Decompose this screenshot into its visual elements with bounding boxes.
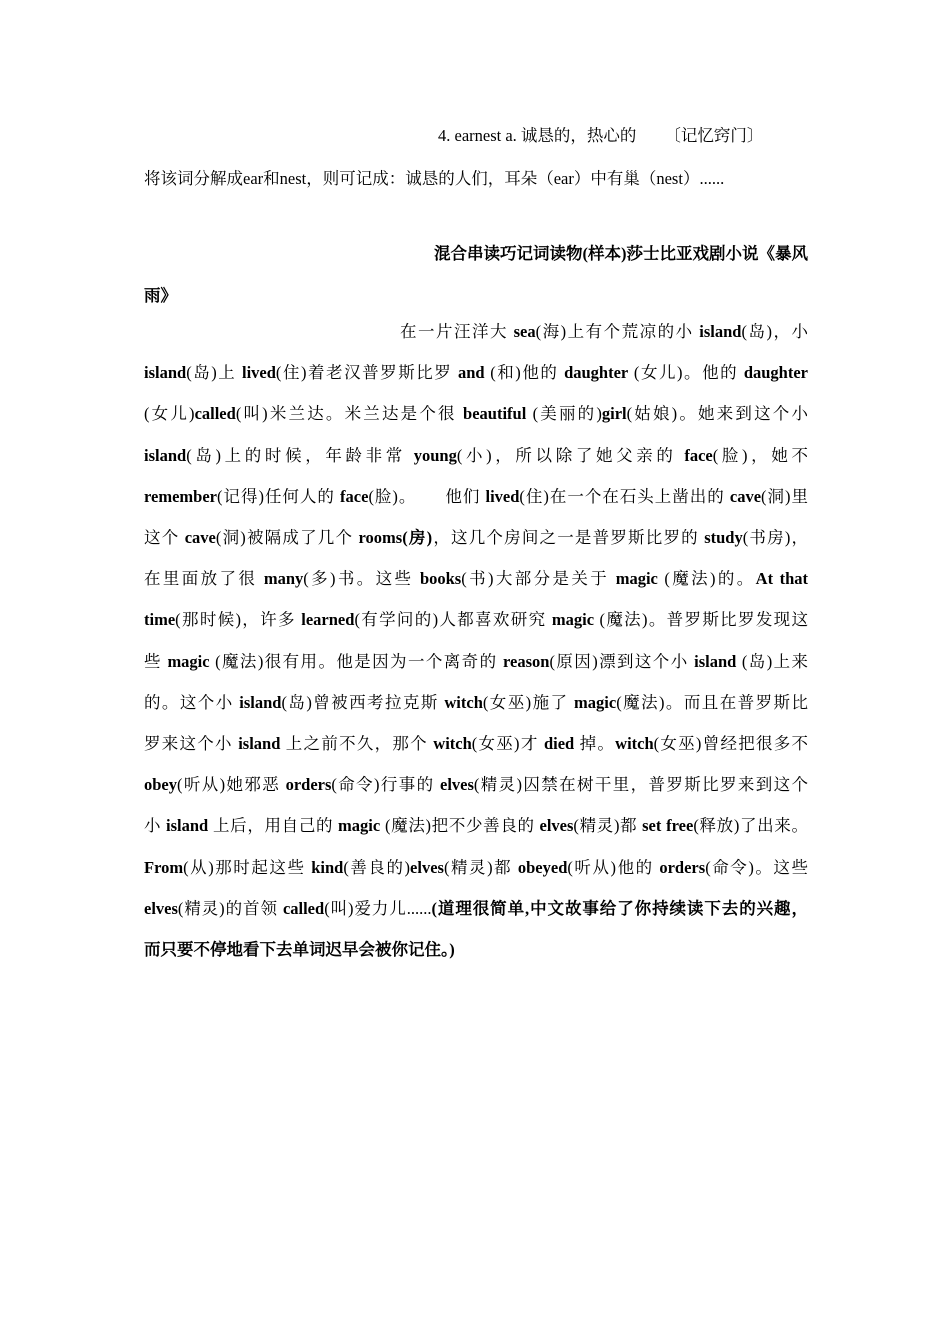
article-line <box>144 773 808 797</box>
article-text: (魔法)。而且在普罗斯比 <box>616 693 808 712</box>
article-text: (从)那时起这些 <box>183 858 312 877</box>
article-title <box>144 242 808 266</box>
article-line <box>144 608 808 632</box>
article-text: (岛)曾被西考拉克斯 <box>281 693 445 712</box>
article-title-part1: 混合串读巧记词读物(样本)莎士比亚戏剧小说《暴风 <box>434 244 808 263</box>
article-text: 上后，用自己的 <box>208 816 339 835</box>
vocab-word: (道理很简单,中文故事给了你持续读下去的兴趣， <box>431 899 808 918</box>
article-text: (那时候)，许多 <box>175 610 302 629</box>
article-text: (洞)被隔成了几个 <box>215 528 359 547</box>
entry-tag: 〔记忆窍门〕 <box>664 126 764 145</box>
article-line <box>144 444 808 468</box>
article-line <box>144 938 808 962</box>
article-text: 在一片汪洋大 <box>400 322 514 341</box>
article-text: (女儿)。他的 <box>628 363 744 382</box>
vocab-word: daughter <box>564 363 629 382</box>
vocab-word: orders <box>285 775 332 794</box>
vocab-word: island <box>144 363 187 382</box>
article-line <box>144 320 808 344</box>
vocab-word: study <box>704 528 743 547</box>
article-text: 些 <box>144 652 168 671</box>
vocab-word: called <box>194 404 236 423</box>
article-line <box>144 897 808 921</box>
article-text: (岛)上来 <box>736 652 808 671</box>
article-text: (女儿) <box>144 404 195 423</box>
article-text: (脸)。 <box>368 487 417 506</box>
vocab-word: magic <box>574 693 617 712</box>
article-text: (精灵)囚禁在树干里，普罗斯比罗来到这个 <box>473 775 808 794</box>
article-text: (书)大部分是关于 <box>461 569 616 588</box>
article-text: (魔法)。普罗斯比罗发现这 <box>594 610 808 629</box>
vocab-word: lived <box>242 363 276 382</box>
article-text: (住)着老汉普罗斯比罗 <box>275 363 458 382</box>
article-text: (洞)里 <box>761 487 808 506</box>
article-line <box>144 814 808 838</box>
article-line <box>144 856 808 880</box>
vocab-word: elves <box>440 775 474 794</box>
article-title-part2: 雨》 <box>144 286 177 305</box>
vocab-word: kind <box>311 858 344 877</box>
article-line <box>144 526 808 550</box>
vocab-word: witch <box>444 693 483 712</box>
entry-tip: 将该词分解成ear和nest，则可记成：诚恳的人们，耳朵（ear）中有巢（nest）...... <box>144 169 725 188</box>
article-text: 上之前不久，那个 <box>280 734 434 753</box>
vocab-word: lived <box>485 487 520 506</box>
article-text: (小)，所以除了她父亲的 <box>456 446 685 465</box>
article-text: (原因)漂到这个小 <box>549 652 695 671</box>
article-text: (美丽的) <box>526 404 602 423</box>
vocab-word: island <box>694 652 737 671</box>
vocab-word: island <box>239 693 282 712</box>
article-line <box>144 691 808 715</box>
article-text: 掉。 <box>574 734 616 753</box>
vocab-word: orders <box>659 858 706 877</box>
article-text: (岛)，小 <box>741 322 808 341</box>
article-text: 的。这个小 <box>144 693 240 712</box>
vocab-word: obey <box>144 775 177 794</box>
vocab-word: many <box>263 569 304 588</box>
vocab-word: set free <box>642 816 694 835</box>
article-text: (叫)爱力儿...... <box>324 899 432 918</box>
article-title-cont <box>144 284 808 308</box>
article-text: (叫)米兰达。米兰达是个很 <box>235 404 464 423</box>
vocab-word: beautiful <box>463 404 527 423</box>
vocab-word: elves <box>410 858 444 877</box>
article-text: (岛)上的时候，年龄非常 <box>186 446 414 465</box>
vocab-word: books <box>419 569 462 588</box>
article-text: (释放)了出来。 <box>693 816 809 835</box>
entry-heading-line <box>438 124 808 148</box>
article-line <box>144 402 808 426</box>
article-line <box>144 732 808 756</box>
entry-heading: 4. earnest a. 诚恳的，热心的 <box>438 126 637 145</box>
article-line <box>144 485 808 509</box>
article-text: (姑娘)。她来到这个小 <box>626 404 808 423</box>
vocab-word: elves <box>144 899 178 918</box>
vocab-word: learned <box>301 610 355 629</box>
article-text: (精灵)都 <box>443 858 518 877</box>
vocab-word: face <box>340 487 369 506</box>
vocab-word: girl <box>601 404 627 423</box>
article-text: (命令)行事的 <box>331 775 441 794</box>
article-text: (和)他的 <box>484 363 565 382</box>
vocab-word: From <box>144 858 184 877</box>
article-text: (命令)。这些 <box>705 858 808 877</box>
vocab-word: young <box>413 446 457 465</box>
vocab-word: died <box>543 734 575 753</box>
article-text: (魔法)把不少善良的 <box>380 816 540 835</box>
vocab-word: 而只要不停地看下去单词迟早会被你记住。) <box>144 940 455 959</box>
vocab-word: island <box>144 446 187 465</box>
vocab-word: witch <box>615 734 654 753</box>
vocab-word: sea <box>513 322 536 341</box>
vocab-word: rooms(房) <box>358 528 433 547</box>
vocab-word: magic <box>615 569 658 588</box>
article-text: (有学问的)人都喜欢研究 <box>354 610 552 629</box>
vocab-word: reason <box>503 652 550 671</box>
article-text: 这个 <box>144 528 185 547</box>
vocab-word: daughter <box>743 363 808 382</box>
article-text: (听从)他的 <box>567 858 660 877</box>
vocab-word: cave <box>184 528 216 547</box>
article-text: (女巫)施了 <box>482 693 575 712</box>
vocab-word: island <box>165 816 209 835</box>
vocab-word: obeyed <box>517 858 568 877</box>
article-text: ，这几个房间之一是普罗斯比罗的 <box>432 528 705 547</box>
article-text: (精灵)的首领 <box>177 899 283 918</box>
vocab-word: island <box>699 322 742 341</box>
vocab-word: and <box>457 363 485 382</box>
article-text: (住)在一个在石头上凿出的 <box>519 487 730 506</box>
vocab-word: time <box>144 610 176 629</box>
article-text: 罗来这个小 <box>144 734 239 753</box>
vocab-word: elves <box>539 816 574 835</box>
vocab-word: magic <box>551 610 595 629</box>
vocab-word: remember <box>144 487 217 506</box>
article-text: (多)书。这些 <box>303 569 420 588</box>
vocab-word: witch <box>433 734 472 753</box>
vocab-word: At that <box>755 569 809 588</box>
vocab-word: magic <box>167 652 210 671</box>
article-text: (善良的) <box>343 858 411 877</box>
vocab-word: face <box>684 446 713 465</box>
article-text: 在里面放了很 <box>144 569 264 588</box>
vocab-word: magic <box>338 816 381 835</box>
article-line <box>144 567 808 591</box>
article-text: 小 <box>144 816 166 835</box>
article-line <box>144 650 808 674</box>
article-text: (女巫)才 <box>471 734 544 753</box>
vocab-word: cave <box>729 487 762 506</box>
article-text: (魔法)的。 <box>657 569 756 588</box>
article-text: (书房)， <box>742 528 809 547</box>
article-text: (精灵)都 <box>573 816 643 835</box>
article-line <box>144 361 808 385</box>
article-text: (魔法)很有用。他是因为一个离奇的 <box>209 652 504 671</box>
article-text: (脸)，她不 <box>712 446 808 465</box>
vocab-word: island <box>238 734 281 753</box>
article-text: (听从)她邪恶 <box>177 775 286 794</box>
article-text: 他们 <box>444 487 486 506</box>
vocab-word: called <box>282 899 325 918</box>
article-text: (海)上有个荒凉的小 <box>535 322 700 341</box>
article-text: (女巫)曾经把很多不 <box>653 734 809 753</box>
article-text: (岛)上 <box>186 363 242 382</box>
article-text: (记得)任何人的 <box>217 487 341 506</box>
